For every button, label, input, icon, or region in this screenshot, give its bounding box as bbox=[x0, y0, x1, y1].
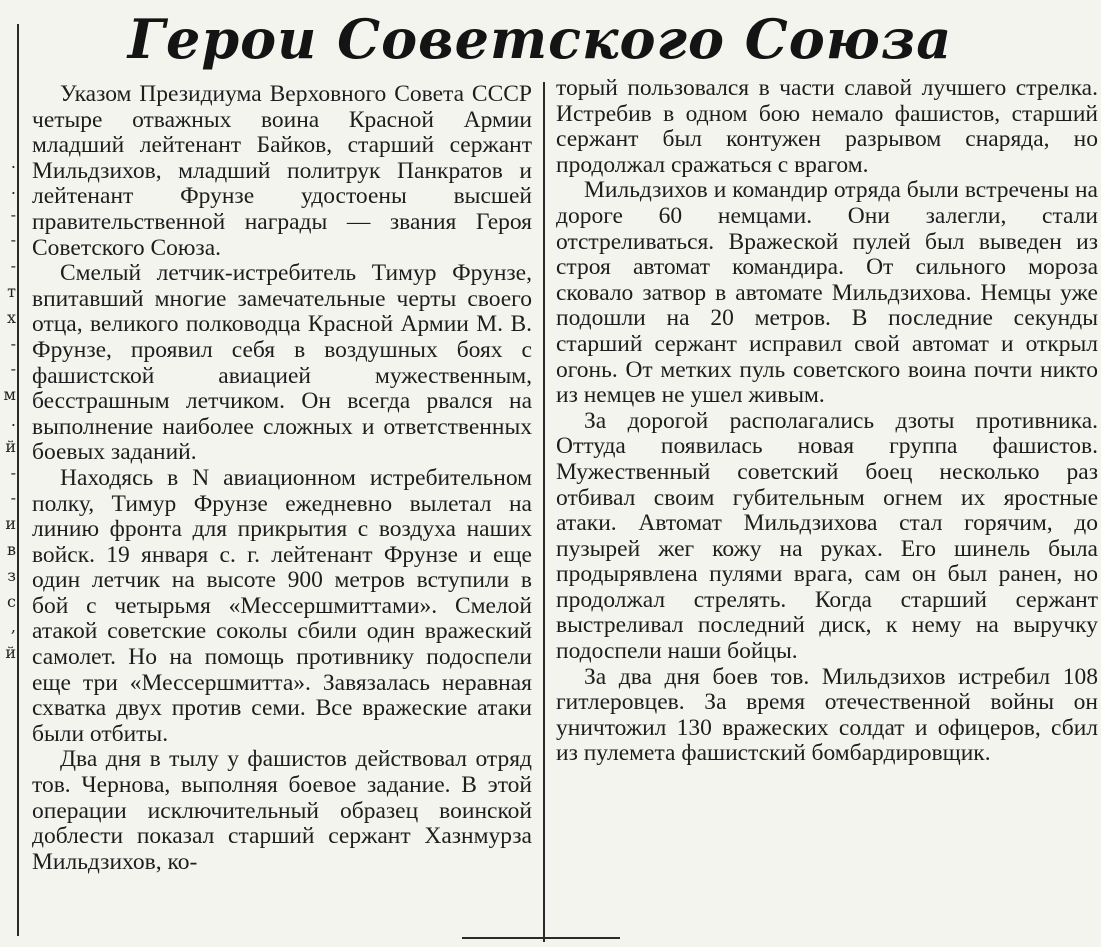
column-divider bbox=[543, 82, 545, 942]
margin-fragment: , bbox=[10, 617, 16, 637]
margin-fragment: - bbox=[10, 256, 16, 276]
article-right-column bbox=[556, 76, 1098, 767]
margin-fragment: м bbox=[3, 385, 16, 405]
margin-fragment: - bbox=[10, 333, 16, 353]
article-paragraph: За дорогой располагались дзоты противника. Оттуда появилась новая группа фашистов. Мужественный советский боец несколько раз отбивал своим губительным огнем их яростные атаки. Автомат Мильдзихова стал горячим, до пузырей жег кожу на руках. Его шинель была продырявлена пулями врага, сам он был ранен, но продолжал стрелять. Когда старший сержант выстреливал последний диск, к нему на выручку подоспели наши бойцы. bbox=[556, 407, 1098, 665]
article-end-rule bbox=[462, 937, 620, 939]
left-column-rule bbox=[17, 24, 19, 936]
margin-fragment: . bbox=[10, 153, 16, 172]
margin-fragment: в bbox=[6, 539, 16, 559]
previous-column-edge bbox=[0, 150, 16, 666]
margin-fragment: - bbox=[10, 488, 16, 508]
article-paragraph: Указом Президиума Верховного Совета СССР четыре отважных воина Красной Армии младший лейтенант Байков, старший сержант Мильдзихов, младший политрук Панкратов и лейтенант Фрунзе удостоены высшей правительственной награды — звания Героя Советского Союза. bbox=[32, 81, 532, 261]
margin-fragment: и bbox=[5, 514, 16, 534]
article-paragraph: Находясь в N авиационном истребительном полку, Тимур Фрунзе ежедневно вылетал на линию фронта для прикрытия с воздуха наших войск. 19 января с. г. лейтенант Фрунзе и еще один летчик на высоте 900 метров вступили в бой с четырьмя «Мессершмиттами». Смелой атакой советские соколы сбили один вражеский самолет. Но на помощь противнику подоспели еще три «Мессершмитта». Завязалась неравная схватка двух против семи. Все вражеские атаки были отбиты. bbox=[32, 464, 532, 747]
article-paragraph: Два дня в тылу у фашистов действовал отряд тов. Чернова, выполняя боевое задание. В этой операции исключительный образец воинской доблести показал старший сержант Хазнмурза Мильдзихов, ко- bbox=[32, 746, 532, 875]
article-paragraph: Смелый летчик-истребитель Тимур Фрунзе, впитавший многие замечательные черты своего отца, великого полководца Красной Армии М. В. Фрунзе, проявил себя в воздушных боях с фашистской авиацией мужественным, бесстрашным летчиком. Он всегда рвался на выполнение наиболее сложных и ответственных боевых заданий. bbox=[32, 260, 532, 466]
margin-fragment: - bbox=[10, 359, 16, 379]
margin-fragment: . bbox=[10, 410, 16, 430]
margin-fragment: - bbox=[10, 204, 16, 224]
article-left-column bbox=[32, 82, 532, 875]
margin-fragment: з bbox=[7, 565, 16, 585]
margin-fragment: - bbox=[10, 462, 16, 482]
article-paragraph: Мильдзихов и командир отряда были встречены на дороге 60 немцами. Они залегли, стали отстреливаться. Вражеской пулей был выведен из строя автомат командира. От сильного мороза сковало затвор в автомате Мильдзихова. Немцы уже подошли на 20 метров. В последние секунды старший сержант исправил свой автомат и открыл огонь. От метких пуль советского воина почти никто из немцев не ушел живым. bbox=[556, 177, 1098, 409]
margin-fragment: . bbox=[10, 178, 16, 198]
article-headline: Герои Советского Союза bbox=[127, 7, 953, 71]
margin-fragment: т bbox=[7, 281, 16, 301]
article-paragraph: За два дня боев тов. Мильдзихов истребил 108 гитлеровцев. За время отечественной войны он уничтожил 130 вражеских солдат и офицеров, сбил из пулемета фашистский бомбардировщик. bbox=[556, 663, 1098, 767]
margin-fragment: й bbox=[5, 436, 16, 456]
margin-fragment: с bbox=[7, 591, 16, 611]
margin-fragment: х bbox=[6, 307, 16, 327]
margin-fragment: й bbox=[5, 643, 16, 663]
margin-fragment: - bbox=[10, 230, 16, 250]
article-paragraph-continuation: торый пользовался в части славой лучшего стрелка. Истребив в одном бою немало фашистов, старший сержант был контужен разрывом снаряда, но продолжал сражаться с врагом. bbox=[556, 75, 1098, 178]
